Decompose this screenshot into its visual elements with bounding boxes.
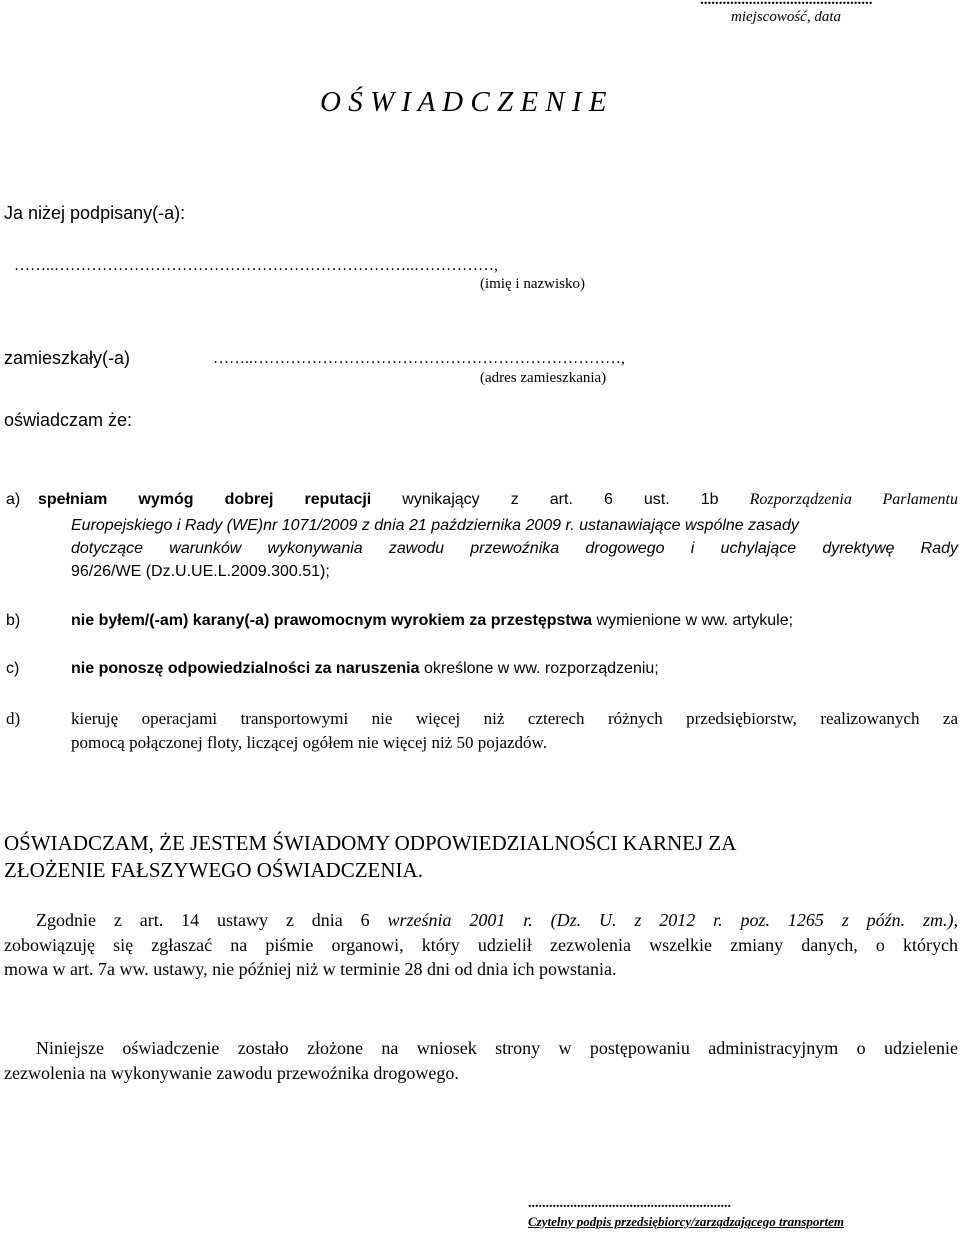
item-d-marker: d): [6, 709, 21, 728]
address-caption: (adres zamieszkania): [480, 370, 607, 386]
item-a-line-3: dotyczące warunków wykonywania zawodu przewoźnika drogowego i uchylające dyrektywę Rady: [71, 540, 958, 557]
item-a-line-2-rest: ustanawiające wspólne zasady: [579, 517, 799, 534]
item-c-text: [71, 660, 659, 678]
item-b-rest: wymienione w ww. artykule;: [596, 612, 794, 629]
item-a-line-2: [71, 517, 799, 535]
obligation-line-1-plain: Zgodnie z art. 14 ustawy z dnia 6: [36, 910, 370, 930]
obligation-line-1-citation: września 2001 r. (Dz. U. z 2012 r. poz. 1265 z późn. zm.),: [387, 910, 959, 930]
statement-line-1: OŚWIADCZAM, ŻE JESTEM ŚWIADOMY ODPOWIEDZIALNOŚCI KARNEJ ZA: [4, 831, 737, 855]
obligation-line-1: [36, 910, 958, 931]
item-b-text: [71, 612, 793, 630]
item-a-line-2-plain: Europejskiego i Rady (WE)nr 1071/2009: [71, 517, 358, 534]
item-b-marker: b): [6, 612, 21, 629]
address-dotted-line: ……..……………………………………………………………,: [213, 350, 625, 367]
address-label: zamieszkały(-a): [4, 348, 131, 368]
item-a-line-1-rest: wynikający z art. 6 ust. 1b: [402, 491, 719, 508]
signer-intro: Ja niżej podpisany(-a):: [4, 203, 186, 223]
item-a-bold: spełniam wymóg dobrej reputacji: [38, 491, 372, 508]
item-a-line-1: [38, 491, 958, 509]
item-a-line-4: 96/26/WE (Dz.U.UE.L.2009.300.51);: [71, 563, 330, 580]
item-b-bold: nie byłem/(-am) karany(-a) prawomocnym wyrokiem za przestępstwa: [71, 612, 593, 629]
obligation-line-3: mowa w art. 7a ww. ustawy, nie później niż w terminie 28 dni od dnia ich powstania.: [4, 959, 617, 979]
item-c-marker: c): [6, 660, 20, 677]
declare-label: oświadczam że:: [4, 410, 133, 430]
item-d-line-2: pomocą połączonej floty, liczącej ogółem nie więcej niż 50 pojazdów.: [71, 733, 547, 752]
place-date-label: miejscowość, data: [731, 9, 841, 25]
item-d-line-1: kieruję operacjami transportowymi nie więcej niż czterech różnych przedsiębiorstw, realizowanych za: [71, 709, 958, 728]
item-a-line-2-date: z dnia 21 października 2009 r.: [361, 517, 575, 534]
statement-line-2: ZŁOŻENIE FAŁSZYWEGO OŚWIADCZENIA.: [4, 858, 423, 882]
name-dotted-line: ……..…………………………………………………………..……………,: [14, 257, 498, 274]
closing-line-2: zezwolenia na wykonywanie zawodu przewoźnika drogowego.: [4, 1063, 459, 1083]
closing-line-1: Niniejsze oświadczenie zostało złożone na wniosek strony w postępowaniu administracyjnym o udzielenie: [36, 1038, 958, 1058]
signature-label: Czytelny podpis przedsiębiorcy/zarządzającego transportem: [528, 1214, 844, 1229]
obligation-line-2: zobowiązuję się zgłaszać na piśmie organowi, który udzielił zezwolenia wszelkie zmiany danych, o których: [4, 935, 958, 955]
item-c-rest: określone w ww. rozporządzeniu;: [423, 660, 659, 677]
item-a-regulation: Rozporządzenia Parlamentu: [749, 491, 958, 508]
place-date-dots: ..............................................: [700, 0, 873, 8]
signature-dots: ..........................................................: [528, 1196, 731, 1211]
item-a-marker: a): [6, 491, 21, 508]
name-caption: (imię i nazwisko): [480, 276, 585, 292]
item-c-bold: nie ponoszę odpowiedzialności za naruszenia: [71, 660, 420, 677]
document-title: O Ś W I A D C Z E N I E: [320, 86, 607, 118]
